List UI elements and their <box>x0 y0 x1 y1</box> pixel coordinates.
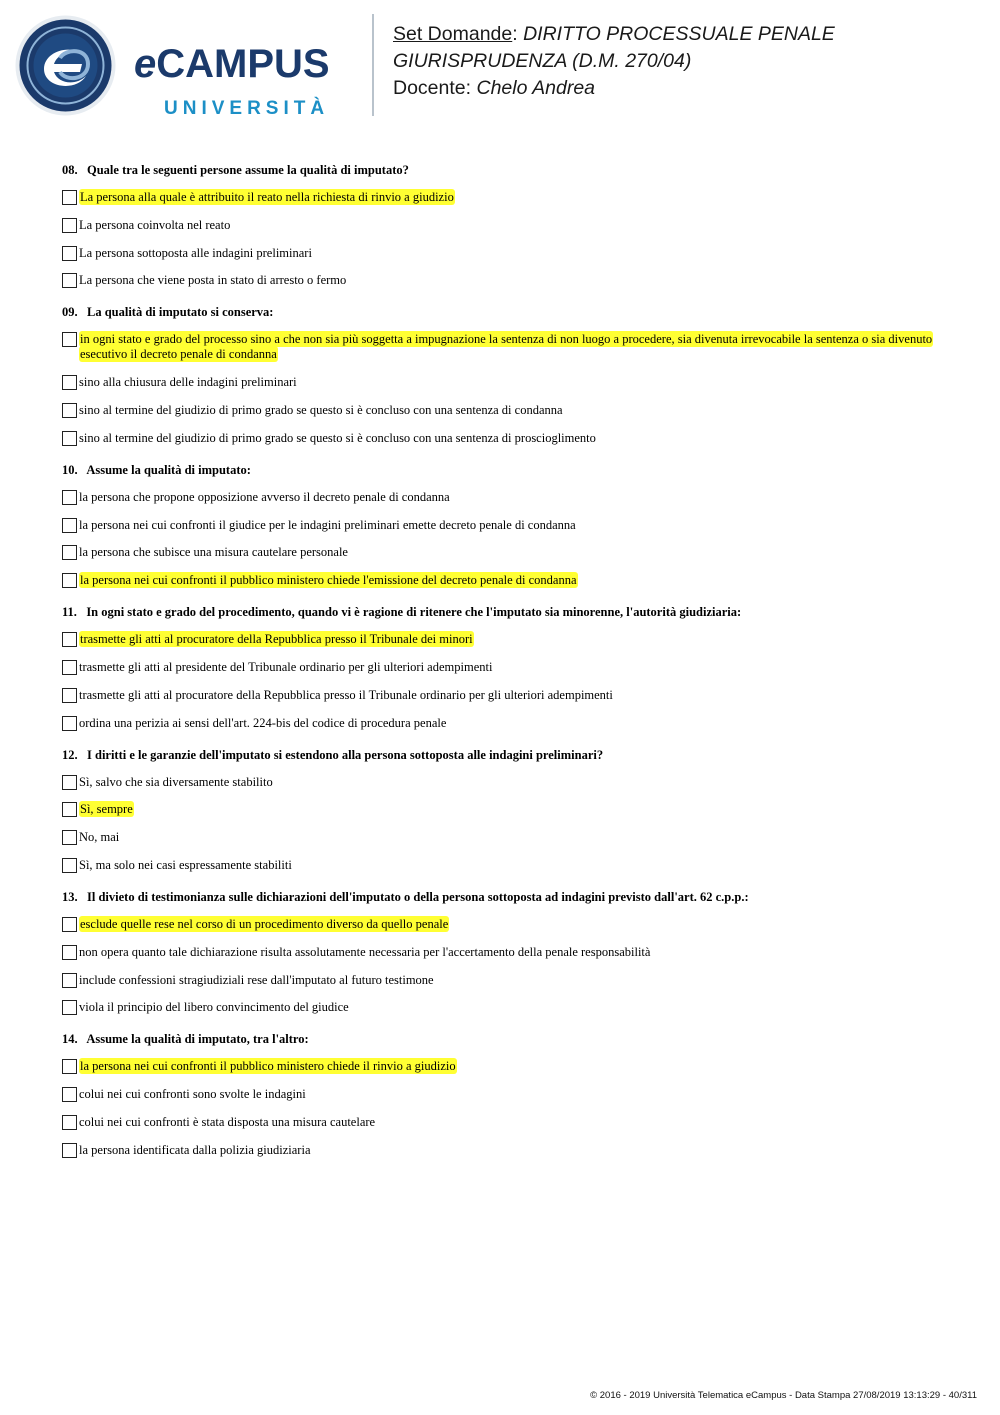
answer-text-highlighted: Sì, sempre <box>80 802 133 817</box>
checkbox[interactable] <box>62 375 77 390</box>
checkbox[interactable] <box>62 573 77 588</box>
question-number: 12. <box>62 747 78 762</box>
answer-option <box>62 775 942 790</box>
teacher-line <box>393 75 835 102</box>
question-title <box>62 1031 942 1047</box>
question-text: Assume la qualità di imputato, tra l'altro: <box>86 1032 309 1047</box>
answer-text: non opera quanto tale dichiarazione risulta assolutamente necessaria per l'accertamento della penale responsabilità <box>79 944 651 959</box>
checkbox[interactable] <box>62 403 77 418</box>
brand-name <box>134 44 330 84</box>
checkbox[interactable] <box>62 716 77 731</box>
question-title <box>62 604 942 620</box>
teacher-label: Docente: <box>393 77 472 99</box>
answer-text: La persona coinvolta nel reato <box>79 217 231 232</box>
question-title <box>62 304 942 320</box>
checkbox[interactable] <box>62 1000 77 1015</box>
checkbox[interactable] <box>62 1087 77 1102</box>
answer-option <box>62 1000 942 1015</box>
question-block <box>62 162 942 288</box>
answer-option <box>62 945 942 960</box>
answer-option <box>62 375 942 390</box>
answer-option <box>62 1059 942 1074</box>
brand-campus: CAMPUS <box>156 42 330 86</box>
checkbox[interactable] <box>62 858 77 873</box>
answer-text: Sì, ma solo nei casi espressamente stabiliti <box>79 857 292 872</box>
answer-option <box>62 403 942 418</box>
checkbox[interactable] <box>62 973 77 988</box>
answer-option <box>62 246 942 261</box>
checkbox[interactable] <box>62 431 77 446</box>
question-title <box>62 162 942 178</box>
checkbox[interactable] <box>62 802 77 817</box>
question-title <box>62 462 942 478</box>
answer-text-highlighted: la persona nei cui confronti il pubblico ministero chiede il rinvio a giudizio <box>80 1059 456 1074</box>
answer-option <box>62 573 942 588</box>
checkbox[interactable] <box>62 518 77 533</box>
question-text: Il divieto di testimonianza sulle dichiarazioni dell'imputato o della persona sottoposta ad indagini previsto dall'art. 62 c.p.p.: <box>87 889 749 904</box>
answer-option <box>62 431 942 446</box>
checkbox[interactable] <box>62 490 77 505</box>
answer-option <box>62 830 942 845</box>
answer-text-highlighted: in ogni stato e grado del processo sino a che non sia più soggetta a impugnazione la sentenza di non luogo a procedere, sia divenuta irrevocabile la sentenza o sia divenuto esecutivo il decreto penale di condanna <box>80 332 933 362</box>
checkbox[interactable] <box>62 660 77 675</box>
answer-text: colui nei cui confronti è stata disposta una misura cautelare <box>79 1114 376 1129</box>
answer-text: la persona che propone opposizione avverso il decreto penale di condanna <box>79 489 450 504</box>
answer-text: viola il principio del libero convincimento del giudice <box>79 1000 349 1015</box>
answer-text: sino alla chiusura delle indagini preliminari <box>79 375 297 390</box>
answer-text: colui nei cui confronti sono svolte le indagini <box>79 1087 306 1102</box>
answer-text: La persona sottoposta alle indagini preliminari <box>79 245 312 260</box>
answer-text: include confessioni stragiudiziali rese dall'imputato al futuro testimone <box>79 972 434 987</box>
answer-text: sino al termine del giudizio di primo grado se questo si è concluso con una sentenza di condanna <box>79 402 563 417</box>
checkbox[interactable] <box>62 917 77 932</box>
course-line <box>393 21 835 48</box>
answer-text: trasmette gli atti al procuratore della Repubblica presso il Tribunale ordinario per gli ulteriori adempimenti <box>79 687 613 702</box>
answer-option <box>62 490 942 505</box>
question-number: 10. <box>62 462 78 477</box>
question-number: 11. <box>62 605 77 620</box>
answer-option <box>62 518 942 533</box>
answer-text-highlighted: trasmette gli atti al procuratore della Repubblica presso il Tribunale dei minori <box>80 632 473 647</box>
checkbox[interactable] <box>62 632 77 647</box>
checkbox[interactable] <box>62 190 77 205</box>
answer-option <box>62 973 942 988</box>
answer-option <box>62 1087 942 1102</box>
answer-option <box>62 858 942 873</box>
page-header <box>0 0 1000 130</box>
header-divider <box>372 14 374 116</box>
answer-text: ordina una perizia ai sensi dell'art. 224-bis del codice di procedura penale <box>79 715 447 730</box>
answer-text: la persona che subisce una misura cautelare personale <box>79 545 348 560</box>
answer-option <box>62 632 942 647</box>
checkbox[interactable] <box>62 218 77 233</box>
checkbox[interactable] <box>62 332 77 347</box>
checkbox[interactable] <box>62 830 77 845</box>
answer-text: No, mai <box>79 830 120 845</box>
answer-option <box>62 332 942 362</box>
question-block <box>62 1031 942 1157</box>
page-footer: © 2016 - 2019 Università Telematica eCampus - Data Stampa 27/08/2019 13:13:29 - 40/311 <box>590 1390 977 1401</box>
answer-option <box>62 688 942 703</box>
set-colon: : <box>512 23 518 45</box>
answer-option <box>62 1115 942 1130</box>
answer-text: Sì, salvo che sia diversamente stabilito <box>79 774 273 789</box>
teacher-name: Chelo Andrea <box>476 77 596 99</box>
question-text: Quale tra le seguenti persone assume la qualità di imputato? <box>87 163 409 177</box>
answer-option <box>62 917 942 932</box>
answer-option <box>62 660 942 675</box>
header-info <box>393 21 835 102</box>
checkbox[interactable] <box>62 273 77 288</box>
degree-line: GIURISPRUDENZA (D.M. 270/04) <box>393 50 692 72</box>
question-block <box>62 889 942 1015</box>
brand-e: e <box>134 42 157 86</box>
question-block <box>62 462 942 588</box>
answer-option <box>62 273 942 288</box>
checkbox[interactable] <box>62 1115 77 1130</box>
checkbox[interactable] <box>62 1059 77 1074</box>
answer-text-highlighted: la persona nei cui confronti il pubblico ministero chiede l'emissione del decreto penale di condanna <box>80 573 577 588</box>
answer-option <box>62 545 942 560</box>
question-number: 09. <box>62 305 78 320</box>
answer-option <box>62 218 942 233</box>
answer-text: la persona identificata dalla polizia giudiziaria <box>79 1142 311 1157</box>
question-title <box>62 747 942 763</box>
checkbox[interactable] <box>62 945 77 960</box>
question-number: 08. <box>62 163 78 177</box>
answer-text: trasmette gli atti al presidente del Tribunale ordinario per gli ulteriori adempimenti <box>79 659 493 674</box>
question-text: I diritti e le garanzie dell'imputato si estendono alla persona sottoposta alle indagini preliminari? <box>87 747 604 762</box>
answer-text: sino al termine del giudizio di primo grado se questo si è concluso con una sentenza di proscioglimento <box>79 430 596 445</box>
brand-subtitle: UNIVERSITÀ <box>164 98 330 119</box>
answer-option <box>62 802 942 817</box>
question-text: La qualità di imputato si conserva: <box>87 305 274 320</box>
checkbox[interactable] <box>62 688 77 703</box>
answer-text-highlighted: esclude quelle rese nel corso di un procedimento diverso da quello penale <box>80 916 449 931</box>
answer-option <box>62 190 942 205</box>
checkbox[interactable] <box>62 246 77 261</box>
question-text: In ogni stato e grado del procedimento, quando vi è ragione di ritenere che l'imputato sia minorenne, l'autorità giudiziaria: <box>86 605 742 620</box>
answer-text-highlighted: La persona alla quale è attribuito il reato nella richiesta di rinvio a giudizio <box>80 190 454 204</box>
question-number: 14. <box>62 1032 78 1047</box>
question-title <box>62 889 942 905</box>
answer-text: La persona che viene posta in stato di arresto o fermo <box>79 273 347 288</box>
checkbox[interactable] <box>62 775 77 790</box>
questions-list <box>62 162 942 1174</box>
course-title: DIRITTO PROCESSUALE PENALE <box>523 23 835 45</box>
answer-option <box>62 716 942 731</box>
checkbox[interactable] <box>62 1143 77 1158</box>
answer-text: la persona nei cui confronti il giudice per le indagini preliminari emette decreto penale di condanna <box>79 517 576 532</box>
question-block <box>62 747 942 873</box>
checkbox[interactable] <box>62 545 77 560</box>
university-seal-icon <box>14 14 117 117</box>
question-number: 13. <box>62 889 78 904</box>
set-label: Set Domande <box>393 23 513 45</box>
question-text: Assume la qualità di imputato: <box>86 462 251 477</box>
question-block <box>62 304 942 445</box>
answer-option <box>62 1143 942 1158</box>
ecampus-logo <box>14 14 359 119</box>
question-block <box>62 604 942 730</box>
